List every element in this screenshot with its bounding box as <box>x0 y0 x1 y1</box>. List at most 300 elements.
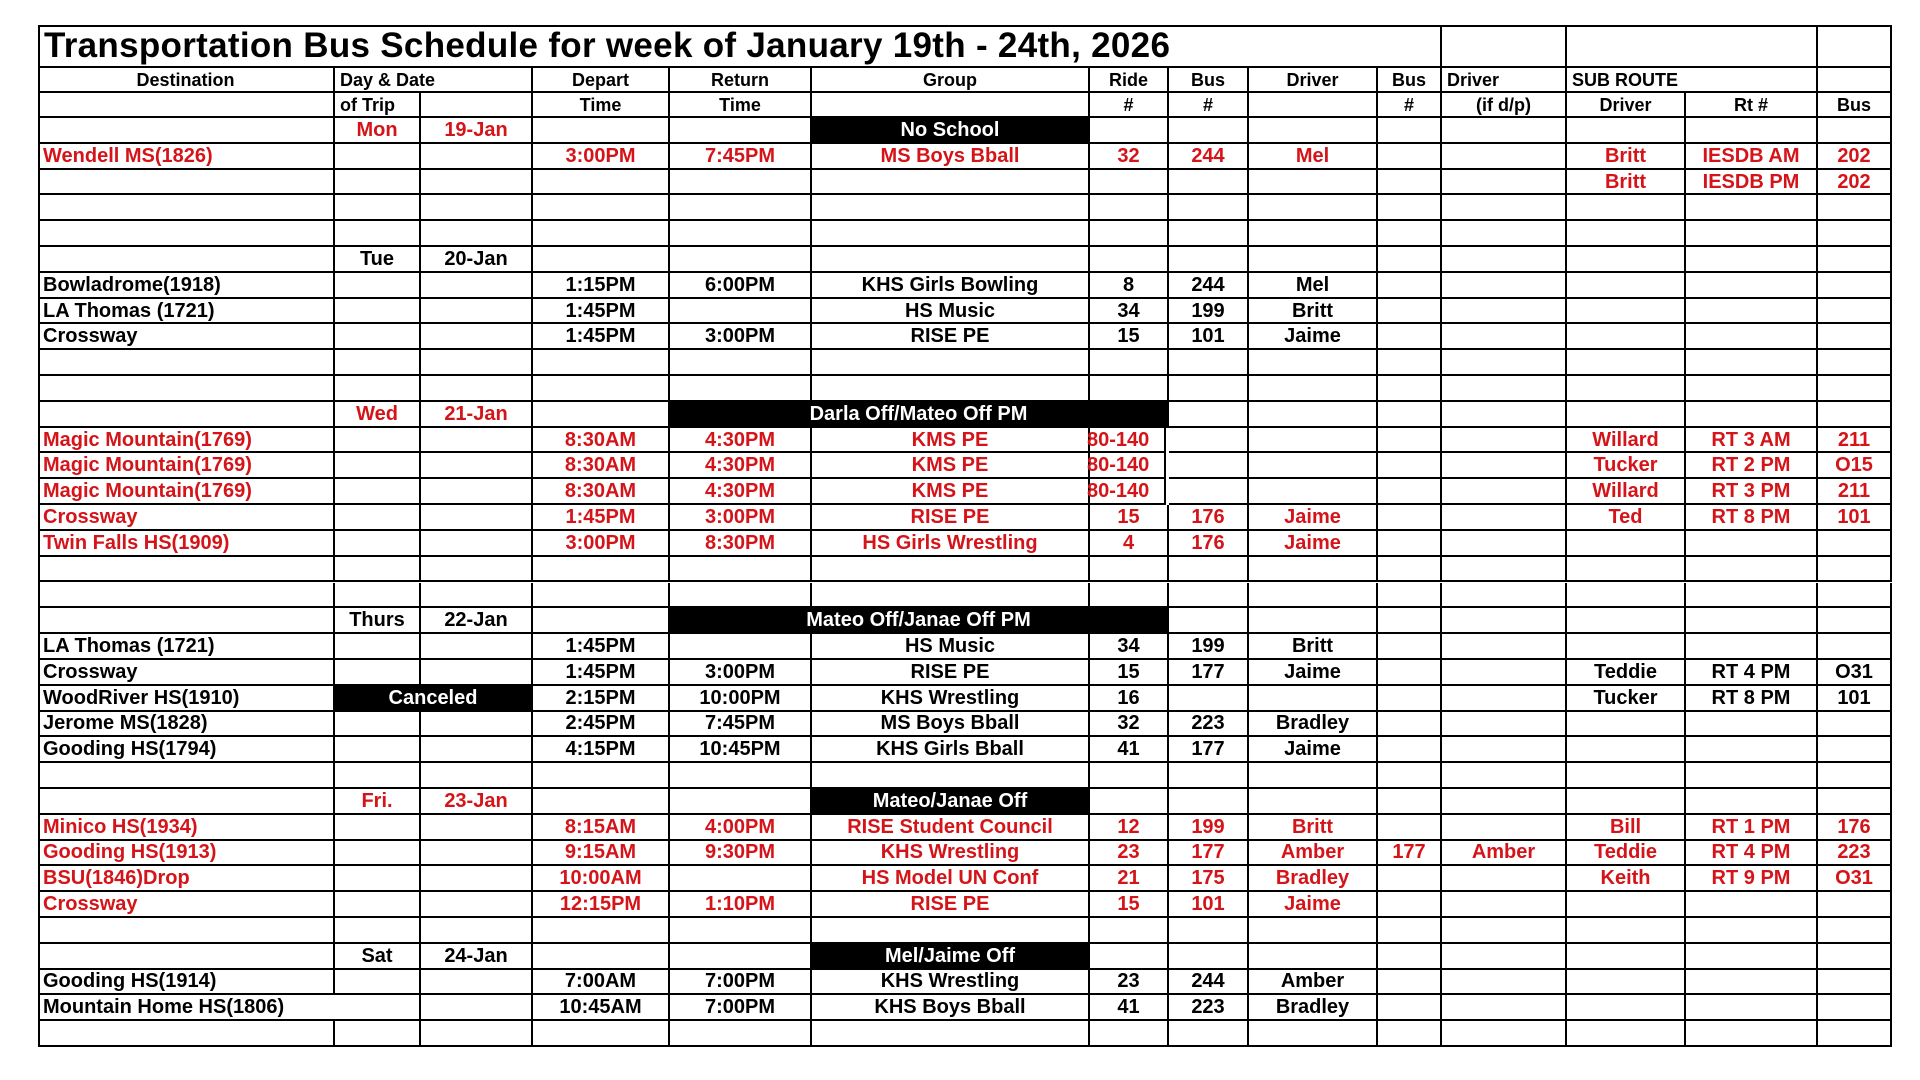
destination-cell: Gooding HS(1914) <box>38 970 335 996</box>
cell-bus <box>1169 350 1249 376</box>
day-notice-banner: No School <box>812 118 1090 144</box>
day-row-blank <box>670 247 812 273</box>
cell-depart: 8:30AM <box>533 479 670 505</box>
cell-driver <box>1249 918 1378 944</box>
cell-day <box>335 634 421 660</box>
cell-sub-driver <box>1567 763 1686 789</box>
day-row-blank <box>38 118 335 144</box>
cell-ride: 16 <box>1090 686 1169 712</box>
subheader-depart: Time <box>533 93 670 118</box>
day-row-blank <box>1249 944 1378 970</box>
cell-sub-bus: 176 <box>1818 815 1892 841</box>
destination-cell: LA Thomas (1721) <box>38 634 335 660</box>
cell-driver <box>1249 376 1378 402</box>
cell-alt-bus <box>1378 531 1442 557</box>
day-row-blank <box>1442 944 1567 970</box>
header-sub-route: SUB ROUTE <box>1567 68 1818 93</box>
cell-alt-driver <box>1442 995 1567 1021</box>
cell-alt-driver <box>1442 892 1567 918</box>
cell-bus: 176 <box>1169 505 1249 531</box>
cell-driver: Jaime <box>1249 660 1378 686</box>
cell-date <box>421 815 533 841</box>
destination-cell: Crossway <box>38 892 335 918</box>
cell-sub-rt: RT 2 PM <box>1686 453 1818 479</box>
cell-bus <box>1169 221 1249 247</box>
cell-driver: Mel <box>1249 273 1378 299</box>
cell-date <box>421 866 533 892</box>
cell-bus <box>1169 195 1249 221</box>
day-label: Mon <box>335 118 421 144</box>
cell-sub-rt <box>1686 763 1818 789</box>
cell-group: KHS Wrestling <box>812 970 1090 996</box>
cell-group <box>812 221 1090 247</box>
cell-sub-driver: Bill <box>1567 815 1686 841</box>
cell-group <box>812 763 1090 789</box>
subheader-ride: # <box>1090 93 1169 118</box>
cell-bus: 223 <box>1169 712 1249 738</box>
destination-cell <box>38 350 335 376</box>
day-row-blank <box>533 944 670 970</box>
destination-cell: LA Thomas (1721) <box>38 299 335 325</box>
cell-day <box>335 557 421 583</box>
cell-group: KHS Girls Bowling <box>812 273 1090 299</box>
cell-alt-bus <box>1378 195 1442 221</box>
cell-sub-driver: Ted <box>1567 505 1686 531</box>
cell-depart <box>533 170 670 196</box>
cell-date <box>421 221 533 247</box>
cell-sub-driver <box>1567 970 1686 996</box>
cell-group: KMS PE <box>812 453 1090 479</box>
cell-driver: Britt <box>1249 815 1378 841</box>
cell-depart <box>533 376 670 402</box>
cell-sub-rt <box>1686 583 1818 609</box>
day-row-blank <box>1567 944 1686 970</box>
cell-sub-rt <box>1686 712 1818 738</box>
cell-group: KMS PE <box>812 479 1090 505</box>
cell-date <box>421 995 533 1021</box>
cell-sub-bus <box>1818 970 1892 996</box>
subheader-destination <box>38 93 335 118</box>
cell-depart: 10:45AM <box>533 995 670 1021</box>
day-row-blank <box>1090 247 1169 273</box>
cell-depart: 1:45PM <box>533 505 670 531</box>
cell-return <box>670 350 812 376</box>
cell-alt-driver <box>1442 686 1567 712</box>
cell-depart: 2:45PM <box>533 712 670 738</box>
cell-group: RISE PE <box>812 505 1090 531</box>
day-row-blank <box>1818 944 1892 970</box>
subheader-sub-rt: Rt # <box>1686 93 1818 118</box>
cell-bus: 223 <box>1169 995 1249 1021</box>
cell-driver <box>1249 557 1378 583</box>
page-title: Transportation Bus Schedule for week of January 19th - 24th, 2026 <box>38 25 1442 68</box>
day-label: Tue <box>335 247 421 273</box>
day-row-blank <box>1442 118 1567 144</box>
day-row-blank <box>1686 118 1818 144</box>
cell-date <box>421 195 533 221</box>
cell-day <box>335 531 421 557</box>
day-row-blank <box>1378 789 1442 815</box>
cell-return <box>670 763 812 789</box>
cell-alt-driver <box>1442 195 1567 221</box>
cell-return: 10:45PM <box>670 737 812 763</box>
cell-ride <box>1090 918 1169 944</box>
destination-cell: WoodRiver HS(1910) <box>38 686 335 712</box>
cell-sub-driver: Willard <box>1567 428 1686 454</box>
cell-return <box>670 634 812 660</box>
cell-day <box>335 763 421 789</box>
cell-driver: Britt <box>1249 299 1378 325</box>
cell-depart: 9:15AM <box>533 841 670 867</box>
cell-bus: 177 <box>1169 660 1249 686</box>
cell-ride: 80-140 <box>1087 453 1166 479</box>
cell-driver <box>1249 350 1378 376</box>
day-label: Wed <box>335 402 421 428</box>
day-row-blank <box>1567 789 1686 815</box>
cell-driver: Amber <box>1249 970 1378 996</box>
cell-day <box>335 144 421 170</box>
cell-group: HS Girls Wrestling <box>812 531 1090 557</box>
day-row-blank <box>1567 118 1686 144</box>
cell-sub-rt <box>1686 995 1818 1021</box>
destination-cell: Wendell MS(1826) <box>38 144 335 170</box>
day-notice-banner: Mel/Jaime Off <box>812 944 1090 970</box>
cell-ride: 23 <box>1090 841 1169 867</box>
cell-alt-driver <box>1442 970 1567 996</box>
day-row-blank <box>1169 402 1249 428</box>
cell-alt-driver <box>1442 453 1567 479</box>
day-row-blank <box>1378 402 1442 428</box>
cell-group <box>812 170 1090 196</box>
cell-return <box>670 583 812 609</box>
day-row-blank <box>533 608 670 634</box>
cell-return <box>670 376 812 402</box>
cell-alt-bus <box>1378 324 1442 350</box>
destination-cell <box>38 195 335 221</box>
cell-sub-driver: Britt <box>1567 144 1686 170</box>
cell-sub-bus: 101 <box>1818 686 1892 712</box>
cell-bus <box>1169 1021 1249 1047</box>
cell-depart: 2:15PM <box>533 686 670 712</box>
cell-return: 4:30PM <box>670 479 812 505</box>
destination-cell: Gooding HS(1794) <box>38 737 335 763</box>
cell-group <box>812 918 1090 944</box>
cell-day <box>335 970 421 996</box>
destination-cell: Twin Falls HS(1909) <box>38 531 335 557</box>
cell-alt-driver: Amber <box>1442 841 1567 867</box>
cell-driver <box>1249 453 1378 479</box>
cell-day <box>335 195 421 221</box>
cell-day <box>335 737 421 763</box>
cell-day <box>335 299 421 325</box>
cell-sub-driver <box>1567 376 1686 402</box>
cell-day <box>335 376 421 402</box>
cell-return <box>670 170 812 196</box>
cell-driver: Jaime <box>1249 531 1378 557</box>
cell-bus <box>1169 479 1249 505</box>
title-blank-cell <box>1818 25 1892 68</box>
cell-return: 9:30PM <box>670 841 812 867</box>
cell-group <box>812 1021 1090 1047</box>
cell-sub-driver <box>1567 583 1686 609</box>
cell-sub-rt: RT 8 PM <box>1686 505 1818 531</box>
cell-day <box>335 815 421 841</box>
cell-ride <box>1090 195 1169 221</box>
cell-day <box>335 866 421 892</box>
day-notice-banner: Mateo/Janae Off <box>812 789 1090 815</box>
cell-group: KHS Wrestling <box>812 841 1090 867</box>
cell-alt-bus <box>1378 866 1442 892</box>
cell-alt-bus <box>1378 376 1442 402</box>
cell-group <box>812 350 1090 376</box>
cell-depart: 8:30AM <box>533 453 670 479</box>
day-row-blank <box>1686 247 1818 273</box>
destination-cell <box>38 763 335 789</box>
cell-sub-rt <box>1686 634 1818 660</box>
cell-return: 10:00PM <box>670 686 812 712</box>
cell-sub-bus <box>1818 583 1892 609</box>
title-blank-cell <box>1567 25 1818 68</box>
cell-alt-driver <box>1442 350 1567 376</box>
cell-sub-driver: Tucker <box>1567 453 1686 479</box>
day-row-blank <box>1090 789 1169 815</box>
cell-ride: 15 <box>1090 892 1169 918</box>
day-row-blank <box>1442 402 1567 428</box>
cell-group: MS Boys Bball <box>812 712 1090 738</box>
cell-ride: 21 <box>1090 866 1169 892</box>
cell-sub-bus <box>1818 557 1892 583</box>
day-row-blank <box>670 118 812 144</box>
day-row-blank <box>1378 118 1442 144</box>
day-row-blank <box>533 118 670 144</box>
day-row-blank <box>1090 118 1169 144</box>
cell-day <box>335 918 421 944</box>
cell-alt-driver <box>1442 660 1567 686</box>
cell-alt-bus <box>1378 660 1442 686</box>
day-row-blank <box>1818 402 1892 428</box>
cell-alt-driver <box>1442 583 1567 609</box>
cell-date <box>421 634 533 660</box>
cell-return <box>670 918 812 944</box>
cell-ride <box>1090 1021 1169 1047</box>
cell-sub-bus <box>1818 1021 1892 1047</box>
cell-sub-rt: RT 3 AM <box>1686 428 1818 454</box>
cell-bus: 199 <box>1169 815 1249 841</box>
cell-date <box>421 763 533 789</box>
cell-alt-bus <box>1378 583 1442 609</box>
cell-sub-bus <box>1818 376 1892 402</box>
destination-cell: Bowladrome(1918) <box>38 273 335 299</box>
cell-depart: 4:15PM <box>533 737 670 763</box>
cell-driver <box>1249 479 1378 505</box>
cell-day <box>335 892 421 918</box>
day-row-blank <box>1169 118 1249 144</box>
cell-driver: Jaime <box>1249 324 1378 350</box>
cell-return <box>670 195 812 221</box>
cell-sub-rt <box>1686 376 1818 402</box>
cell-return: 3:00PM <box>670 324 812 350</box>
cell-alt-driver <box>1442 1021 1567 1047</box>
cell-sub-driver: Keith <box>1567 866 1686 892</box>
cell-depart <box>533 221 670 247</box>
cell-depart: 7:00AM <box>533 970 670 996</box>
cell-group: KHS Girls Bball <box>812 737 1090 763</box>
day-row-blank <box>1442 608 1567 634</box>
cell-sub-rt <box>1686 324 1818 350</box>
day-row-blank <box>1169 247 1249 273</box>
cell-bus: 199 <box>1169 634 1249 660</box>
day-row-blank <box>1249 247 1378 273</box>
cell-sub-bus <box>1818 737 1892 763</box>
header-alt-driver: Driver <box>1442 68 1567 93</box>
date-label: 23-Jan <box>421 789 533 815</box>
destination-cell: Minico HS(1934) <box>38 815 335 841</box>
day-row-blank <box>1686 789 1818 815</box>
subheader-day: of Trip <box>335 93 421 118</box>
cell-ride: 41 <box>1090 737 1169 763</box>
cell-ride <box>1090 350 1169 376</box>
destination-cell <box>38 170 335 196</box>
cell-sub-driver <box>1567 1021 1686 1047</box>
destination-cell <box>38 1021 335 1047</box>
cell-date <box>421 273 533 299</box>
cell-sub-bus <box>1818 324 1892 350</box>
cell-depart: 3:00PM <box>533 531 670 557</box>
day-row-blank <box>38 247 335 273</box>
destination-cell: Gooding HS(1913) <box>38 841 335 867</box>
cell-bus <box>1169 428 1249 454</box>
cell-ride: 34 <box>1090 299 1169 325</box>
cell-driver: Amber <box>1249 841 1378 867</box>
day-row-blank <box>1818 247 1892 273</box>
cell-alt-bus <box>1378 453 1442 479</box>
cell-alt-driver <box>1442 221 1567 247</box>
cell-ride <box>1090 583 1169 609</box>
cell-sub-driver <box>1567 892 1686 918</box>
cell-date <box>421 531 533 557</box>
cell-bus <box>1169 376 1249 402</box>
title-blank-cell <box>1442 25 1567 68</box>
cell-date <box>421 324 533 350</box>
cell-sub-driver <box>1567 995 1686 1021</box>
cell-sub-bus <box>1818 221 1892 247</box>
day-row-blank <box>1567 247 1686 273</box>
destination-cell: Crossway <box>38 505 335 531</box>
cell-date <box>421 376 533 402</box>
cell-sub-bus <box>1818 995 1892 1021</box>
cell-alt-bus <box>1378 712 1442 738</box>
day-row-blank <box>1090 944 1169 970</box>
header-alt-bus: Bus <box>1378 68 1442 93</box>
cell-depart: 3:00PM <box>533 144 670 170</box>
destination-cell <box>38 918 335 944</box>
cell-return: 4:00PM <box>670 815 812 841</box>
cell-alt-driver <box>1442 712 1567 738</box>
cell-day <box>335 170 421 196</box>
cell-sub-rt: RT 1 PM <box>1686 815 1818 841</box>
destination-cell: Mountain Home HS(1806) <box>38 995 421 1021</box>
cell-sub-driver <box>1567 195 1686 221</box>
cell-group: MS Boys Bball <box>812 144 1090 170</box>
cell-depart: 8:15AM <box>533 815 670 841</box>
cell-date <box>421 918 533 944</box>
cell-sub-rt: RT 3 PM <box>1686 479 1818 505</box>
cell-date <box>421 737 533 763</box>
destination-cell: Magic Mountain(1769) <box>38 453 335 479</box>
cell-alt-driver <box>1442 557 1567 583</box>
header-day-date: Day & Date <box>335 68 533 93</box>
cell-bus <box>1169 170 1249 196</box>
cell-alt-bus <box>1378 970 1442 996</box>
cell-day <box>335 841 421 867</box>
cell-date <box>421 970 533 996</box>
cell-sub-rt <box>1686 273 1818 299</box>
cell-sub-driver <box>1567 918 1686 944</box>
day-row-blank <box>1249 789 1378 815</box>
destination-cell <box>38 557 335 583</box>
cell-ride: 80-140 <box>1087 428 1166 454</box>
day-row-blank <box>812 247 1090 273</box>
cell-group: KMS PE <box>812 428 1090 454</box>
destination-cell: Jerome MS(1828) <box>38 712 335 738</box>
cell-day <box>335 350 421 376</box>
cell-driver <box>1249 170 1378 196</box>
cell-day <box>335 505 421 531</box>
cell-depart <box>533 557 670 583</box>
day-label: Fri. <box>335 789 421 815</box>
cell-driver: Mel <box>1249 144 1378 170</box>
cell-sub-bus: 211 <box>1818 428 1892 454</box>
cell-sub-rt: IESDB PM <box>1686 170 1818 196</box>
cell-date <box>421 350 533 376</box>
cell-group <box>812 557 1090 583</box>
cell-day <box>335 428 421 454</box>
date-label: 21-Jan <box>421 402 533 428</box>
cell-sub-bus <box>1818 531 1892 557</box>
cell-alt-driver <box>1442 866 1567 892</box>
cell-day <box>335 1021 421 1047</box>
header-driver: Driver <box>1249 68 1378 93</box>
cell-sub-driver: Teddie <box>1567 660 1686 686</box>
cell-sub-rt <box>1686 918 1818 944</box>
header-depart: Depart <box>533 68 670 93</box>
cell-alt-bus <box>1378 479 1442 505</box>
destination-cell: Magic Mountain(1769) <box>38 428 335 454</box>
cell-sub-rt <box>1686 1021 1818 1047</box>
cell-date <box>421 712 533 738</box>
cell-bus: 244 <box>1169 144 1249 170</box>
cell-return: 4:30PM <box>670 453 812 479</box>
cell-date <box>421 557 533 583</box>
cell-alt-driver <box>1442 376 1567 402</box>
cell-sub-rt <box>1686 221 1818 247</box>
cell-sub-bus <box>1818 892 1892 918</box>
cell-alt-driver <box>1442 428 1567 454</box>
day-row-blank <box>38 402 335 428</box>
cell-sub-bus: 101 <box>1818 505 1892 531</box>
cell-sub-rt: IESDB AM <box>1686 144 1818 170</box>
cell-depart <box>533 918 670 944</box>
cell-bus: 244 <box>1169 273 1249 299</box>
cell-ride: 41 <box>1090 995 1169 1021</box>
cell-ride: 32 <box>1090 712 1169 738</box>
cell-ride <box>1090 221 1169 247</box>
day-row-blank <box>1818 608 1892 634</box>
destination-cell <box>38 583 335 609</box>
cell-driver: Bradley <box>1249 712 1378 738</box>
cell-alt-bus <box>1378 170 1442 196</box>
cell-alt-driver <box>1442 299 1567 325</box>
